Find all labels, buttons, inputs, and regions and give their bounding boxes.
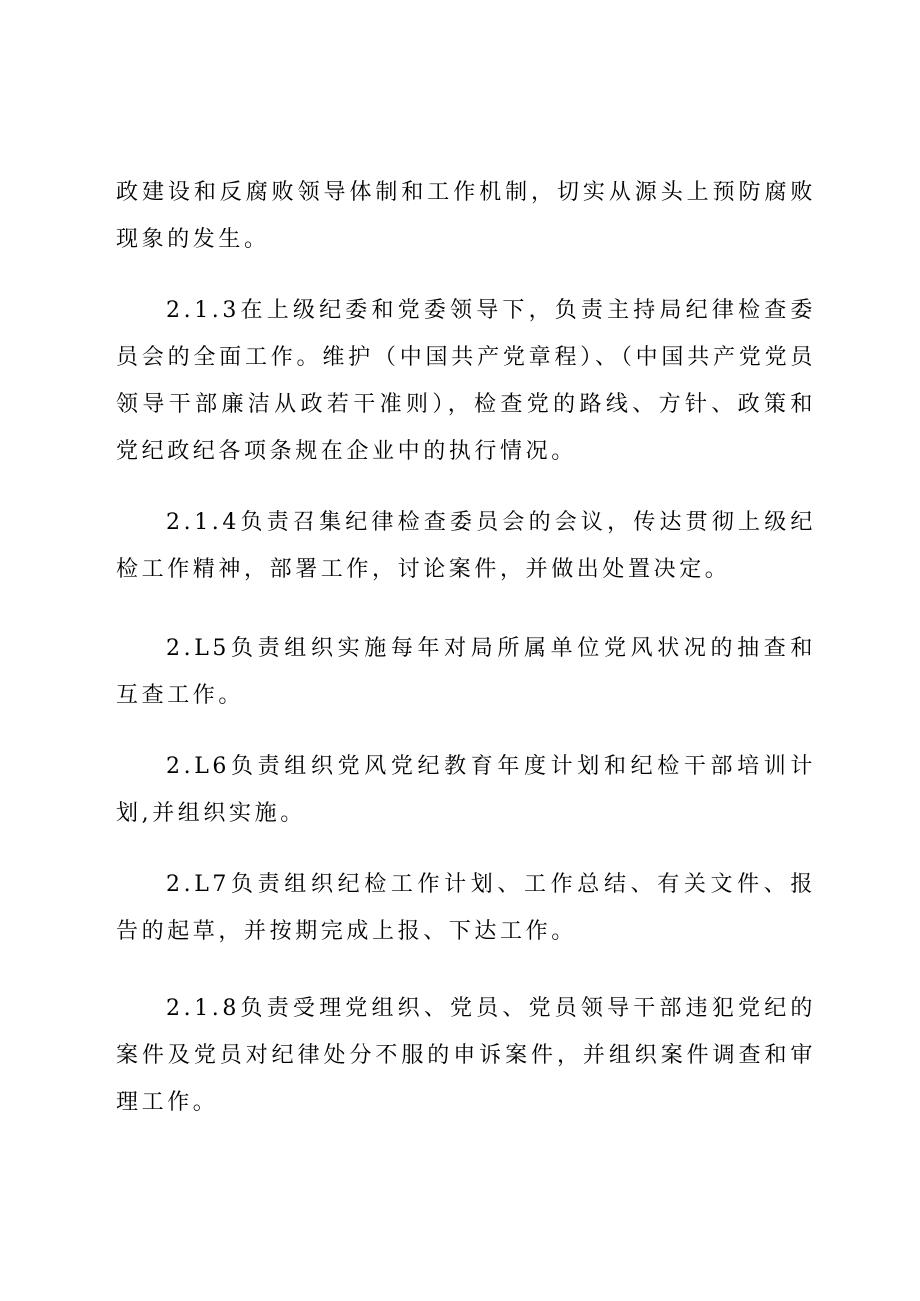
paragraph-2-1-6: 2.L6负责组织党风党纪教育年度计划和纪检干部培训计划,并组织实施。 (116, 754, 816, 826)
paragraph-2-1-5: 2.L5负责组织实施每年对局所属单位党风状况的抽查和互查工作。 (116, 636, 816, 708)
paragraph-2-1-7: 2.L7负责组织纪检工作计划、工作总结、有关文件、报告的起草，并按期完成上报、下达工作。 (116, 872, 816, 944)
paragraph-continuation: 政建设和反腐败领导体制和工作机制，切实从源头上预防腐败现象的发生。 (116, 180, 816, 252)
paragraph-2-1-4: 2.1.4负责召集纪律检查委员会的会议，传达贯彻上级纪检工作精神，部署工作，讨论案件，并做出处置决定。 (116, 510, 816, 582)
paragraph-2-1-3: 2.1.3在上级纪委和党委领导下，负责主持局纪律检查委员会的全面工作。维护（中国共产党章程）、（中国共产党党员领导干部廉洁从政若干准则），检查党的路线、方针、政策和党纪政纪各项条规在企业中的执行情况。 (116, 298, 816, 464)
paragraph-2-1-8: 2.1.8负责受理党组织、党员、党员领导干部违犯党纪的案件及党员对纪律处分不服的申诉案件，并组织案件调查和审理工作。 (116, 996, 816, 1115)
